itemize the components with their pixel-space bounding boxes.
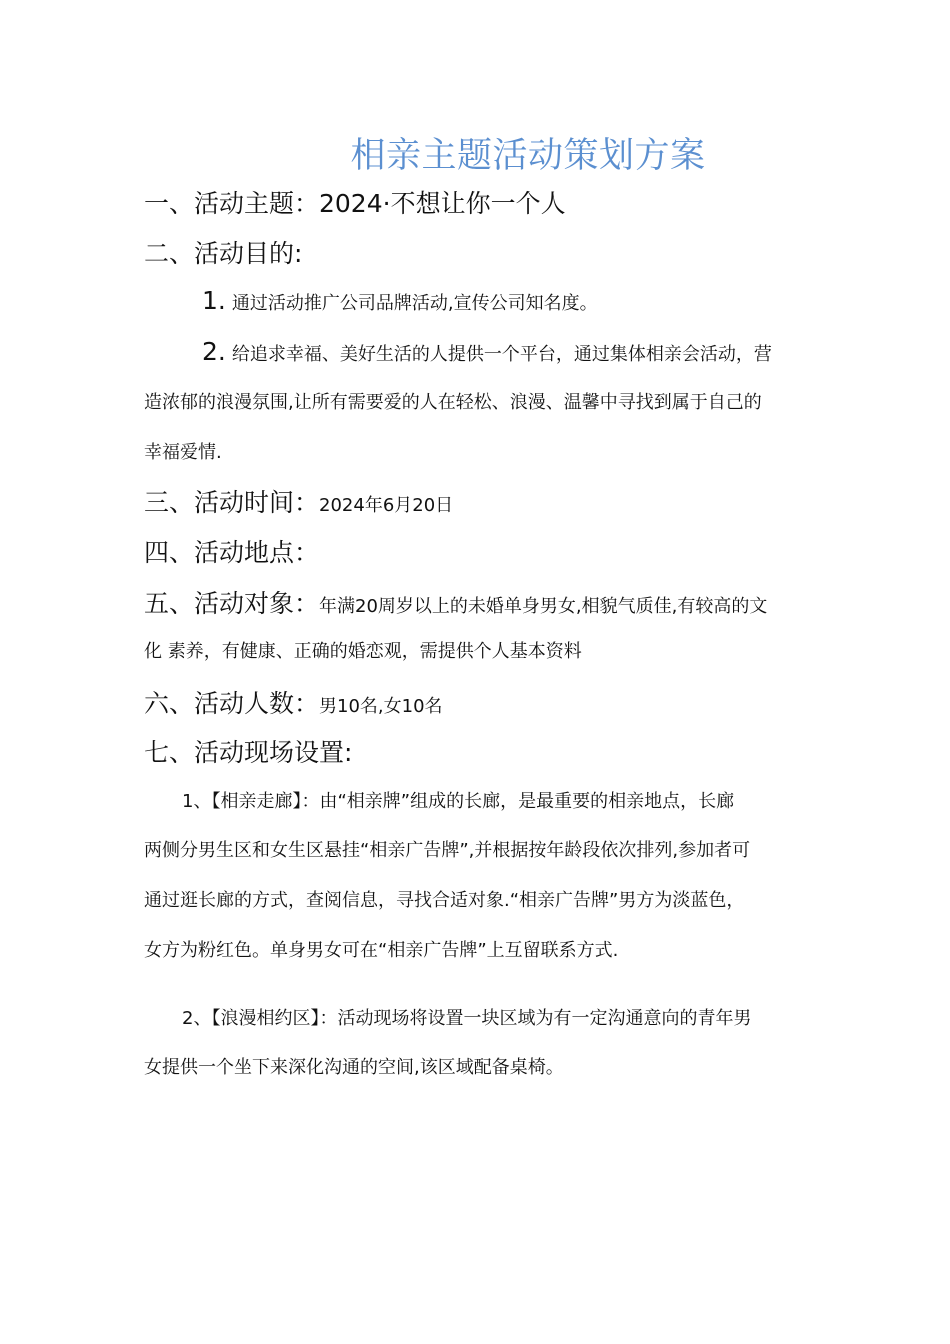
goal-1-number: 1. bbox=[202, 286, 226, 315]
goal-2-line-1 bbox=[202, 337, 868, 366]
setup-item-1-line-3: 通过逛长廊的方式，查阅信息，寻找合适对象.“相亲广告牌”男方为淡蓝色， bbox=[144, 890, 745, 911]
section-audience-line-1: 年满20周岁以上的未婚单身男女,相貌气质佳,有较高的文 bbox=[319, 596, 768, 617]
section-count-heading: 六、活动人数： bbox=[144, 689, 320, 718]
section-audience-line-2: 化 素养，有健康、正确的婚恋观，需提供个人基本资料 bbox=[144, 641, 582, 662]
goal-1 bbox=[202, 286, 868, 315]
goal-2-line-3: 幸福爱情. bbox=[144, 442, 222, 463]
section-time-value: 2024年6月20日 bbox=[319, 495, 454, 516]
section-audience bbox=[144, 584, 767, 620]
section-purpose-heading: 二、活动目的: bbox=[144, 239, 303, 268]
document-title: 相亲主题活动策划方案 bbox=[350, 136, 706, 176]
setup-item-1-line-1: 1、【相亲走廊】：由“相亲牌”组成的长廊，是最重要的相亲地点，长廊 bbox=[182, 791, 735, 812]
section-count bbox=[144, 684, 443, 720]
goal-2-line-2: 造浓郁的浪漫氛围,让所有需要爱的人在轻松、浪漫、温馨中寻找到属于自己的 bbox=[144, 392, 762, 413]
setup-item-1-line-4: 女方为粉红色。单身男女可在“相亲广告牌”上互留联系方式. bbox=[144, 940, 619, 961]
section-audience-heading: 五、活动对象： bbox=[144, 589, 320, 618]
setup-item-1-line-2: 两侧分男生区和女生区悬挂“相亲广告牌”,并根据按年龄段依次排列,参加者可 bbox=[144, 840, 751, 861]
section-theme-heading: 一、活动主题：2024·不想让你一个人 bbox=[144, 189, 566, 218]
section-location-heading: 四、活动地点： bbox=[144, 538, 320, 567]
goal-2-number: 2. bbox=[202, 337, 226, 366]
section-count-value: 男10名,女10名 bbox=[319, 696, 443, 717]
section-time bbox=[144, 483, 453, 519]
section-time-heading: 三、活动时间： bbox=[144, 488, 320, 517]
setup-item-2-line-1: 2、【浪漫相约区】：活动现场将设置一块区域为有一定沟通意向的青年男 bbox=[182, 1008, 752, 1029]
section-setup-heading: 七、活动现场设置: bbox=[144, 738, 353, 767]
setup-item-2-line-2: 女提供一个坐下来深化沟通的空间,该区域配备桌椅。 bbox=[144, 1057, 564, 1078]
goal-2-text-1: 给追求幸福、美好生活的人提供一个平台，通过集体相亲会活动，营 bbox=[231, 344, 772, 365]
goal-1-text: 通过活动推广公司品牌活动,宣传公司知名度。 bbox=[231, 293, 598, 314]
